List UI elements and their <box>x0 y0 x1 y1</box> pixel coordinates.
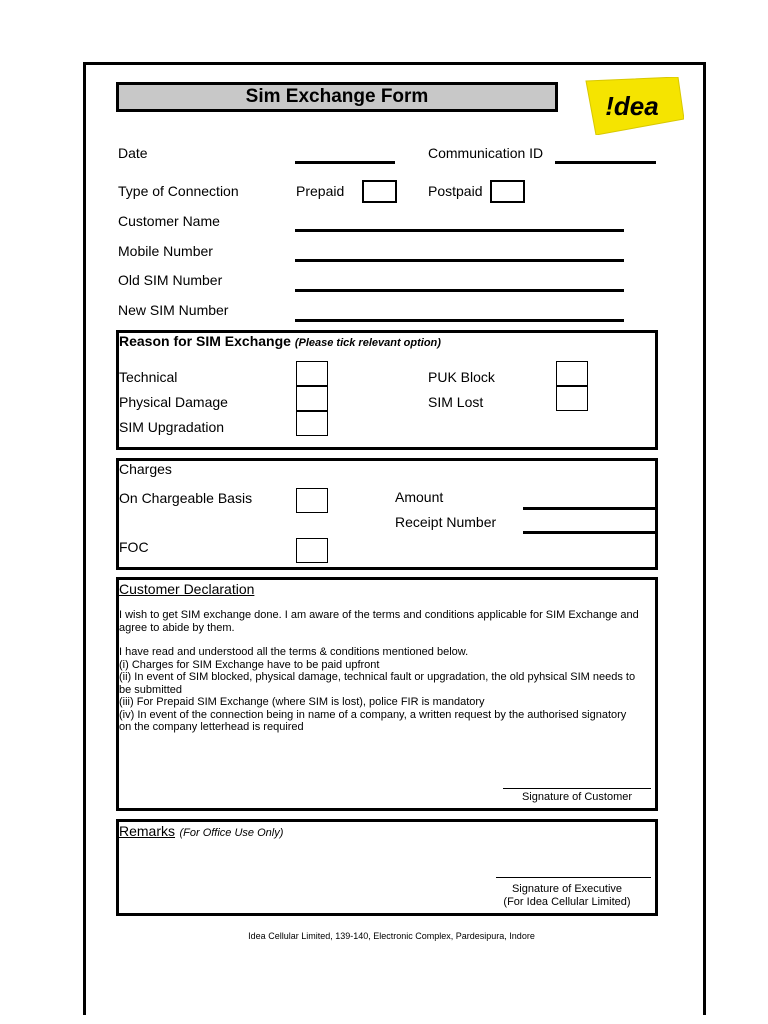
reason-note: (Please tick relevant option) <box>294 337 441 349</box>
declaration-line: I have read and understood all the terms & conditions mentioned below. <box>119 646 469 658</box>
prepaid-checkbox[interactable] <box>362 180 397 203</box>
date-field[interactable] <box>295 161 395 164</box>
receipt-number-label: Receipt Number <box>395 514 497 530</box>
reason-heading: Reason for SIM Exchange (Please tick relevant option) <box>119 333 441 349</box>
foc-checkbox[interactable] <box>296 538 328 563</box>
declaration-line: on the company letterhead is required <box>119 721 304 733</box>
remarks-note: (For Office Use Only) <box>179 827 284 839</box>
old-sim-number-field[interactable] <box>295 289 624 292</box>
new-sim-number-label: New SIM Number <box>118 302 229 318</box>
prepaid-label: Prepaid <box>296 183 345 199</box>
sim-upgradation-checkbox[interactable] <box>296 411 328 436</box>
mobile-number-label: Mobile Number <box>118 243 213 259</box>
puk-block-checkbox[interactable] <box>556 361 588 386</box>
customer-name-field[interactable] <box>295 229 624 232</box>
physical-damage-label: Physical Damage <box>119 394 228 410</box>
customer-name-label: Customer Name <box>118 213 220 229</box>
declaration-line: be submitted <box>119 683 182 696</box>
postpaid-label: Postpaid <box>428 183 483 199</box>
remarks-heading: Remarks (For Office Use Only) <box>119 823 284 839</box>
date-label: Date <box>118 145 148 161</box>
puk-block-label: PUK Block <box>428 369 495 385</box>
technical-label: Technical <box>119 369 178 385</box>
sim-lost-checkbox[interactable] <box>556 386 588 411</box>
declaration-line: agree to abide by them. <box>119 621 235 634</box>
postpaid-checkbox[interactable] <box>490 180 525 203</box>
receipt-number-field[interactable] <box>523 531 655 534</box>
type-of-connection-label: Type of Connection <box>118 183 239 199</box>
declaration-line: (i) Charges for SIM Exchange have to be paid upfront <box>119 658 380 671</box>
declaration-line: I wish to get SIM exchange done. I am aware of the terms and conditions applicable for SIM Exchange and <box>119 609 639 621</box>
charges-heading: Charges <box>119 461 172 477</box>
technical-checkbox[interactable] <box>296 361 328 386</box>
customer-signature-line[interactable] <box>503 788 651 789</box>
logo-text: !dea <box>605 91 659 121</box>
signature-executive-label: Signature of Executive <box>511 883 623 895</box>
new-sim-number-field[interactable] <box>295 319 624 322</box>
chargeable-basis-checkbox[interactable] <box>296 488 328 513</box>
communication-id-label: Communication ID <box>428 145 544 161</box>
signature-customer-label: Signature of Customer <box>521 791 633 803</box>
form-title: Sim Exchange Form <box>116 82 558 112</box>
old-sim-number-label: Old SIM Number <box>118 272 223 288</box>
footer-address: Idea Cellular Limited, 139-140, Electronic Complex, Pardesipura, Indore <box>248 931 535 941</box>
declaration-text <box>119 609 655 734</box>
executive-signature-line[interactable] <box>496 877 651 878</box>
declaration-line: (iv) In event of the connection being in name of a company, a written request by the authorised signatory <box>119 708 627 721</box>
sim-upgradation-label: SIM Upgradation <box>119 419 225 435</box>
physical-damage-checkbox[interactable] <box>296 386 328 411</box>
executive-org-label: (For Idea Cellular Limited) <box>503 896 631 908</box>
mobile-number-field[interactable] <box>295 259 624 262</box>
foc-label: FOC <box>119 539 149 555</box>
declaration-line: (iii) For Prepaid SIM Exchange (where SIM is lost), police FIR is mandatory <box>119 696 485 708</box>
sim-lost-label: SIM Lost <box>428 394 484 410</box>
amount-label: Amount <box>395 489 444 505</box>
chargeable-basis-label: On Chargeable Basis <box>119 490 253 506</box>
idea-logo <box>580 77 684 135</box>
amount-field[interactable] <box>523 507 655 510</box>
charges-section <box>116 458 658 570</box>
declaration-heading: Customer Declaration <box>119 581 255 597</box>
communication-id-field[interactable] <box>555 161 656 164</box>
declaration-line: (ii) In event of SIM blocked, physical damage, technical fault or upgradation, the old pyhsical SIM needs to <box>119 671 636 683</box>
